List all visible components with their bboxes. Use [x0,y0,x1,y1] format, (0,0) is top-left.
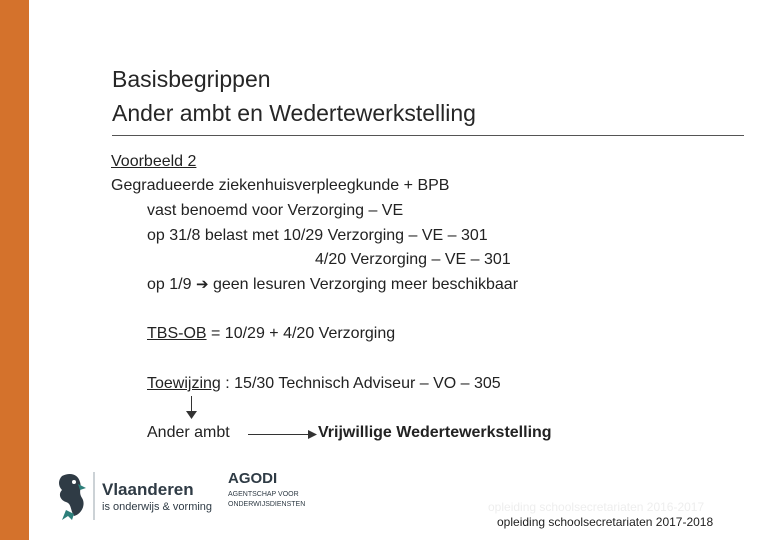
toewijzing-line [147,372,501,396]
status-line-text: geen lesuren Verzorging meer beschikbaar [208,276,519,293]
footer-ghost-text: opleiding schoolsecretariaten 2016-2017 [488,500,705,514]
vlaanderen-logo-subtext: is onderwijs & vorming [102,501,213,513]
status-line-date: op 1/9 [147,276,196,293]
vlaanderen-logo-text: Vlaanderen [102,480,194,499]
accent-side-bar [0,0,29,540]
agodi-logo-subtext [228,490,305,510]
appointment-line: vast benoemd voor Verzorging – VE [147,202,404,219]
tbs-label: TBS-OB [147,325,207,342]
slide-title [112,62,752,130]
title-line-2: Ander ambt en Wedertewerkstelling [112,100,476,126]
assignment-line-2: 4/20 Verzorging – VE – 301 [315,251,511,268]
down-arrowhead-icon [186,411,197,419]
footer-text: opleiding schoolsecretariaten 2017-2018 [497,515,714,529]
right-arrow-line [248,434,310,435]
ander-ambt-label: Ander ambt [147,424,230,441]
right-arrowhead-icon [308,430,317,439]
toewijzing-label: Toewijzing [147,375,221,392]
tbs-value: = 10/29 + 4/20 Verzorging [206,325,396,342]
example-heading: Voorbeeld 2 [111,153,197,170]
agodi-sub-line-1: AGENTSCHAP VOOR [228,491,299,498]
status-line [147,273,518,297]
right-arrow-icon: ➔ [195,276,209,293]
title-line-1: Basisbegrippen [112,66,271,92]
agodi-sub-line-2: ONDERWIJSDIENSTEN [228,501,306,508]
title-divider [112,135,744,136]
assignment-line-1: op 31/8 belast met 10/29 Verzorging – VE – 301 [147,227,488,244]
tbs-line [147,322,395,346]
person-description: Gegradueerde ziekenhuisverpleegkunde + BPB [111,177,450,194]
logo-area [52,470,322,527]
vrijwillige-label: Vrijwillige Wedertewerkstelling [318,424,552,441]
agodi-logo-text: AGODI [228,470,278,487]
toewijzing-value: : 15/30 Technisch Adviseur – VO – 305 [220,375,501,392]
